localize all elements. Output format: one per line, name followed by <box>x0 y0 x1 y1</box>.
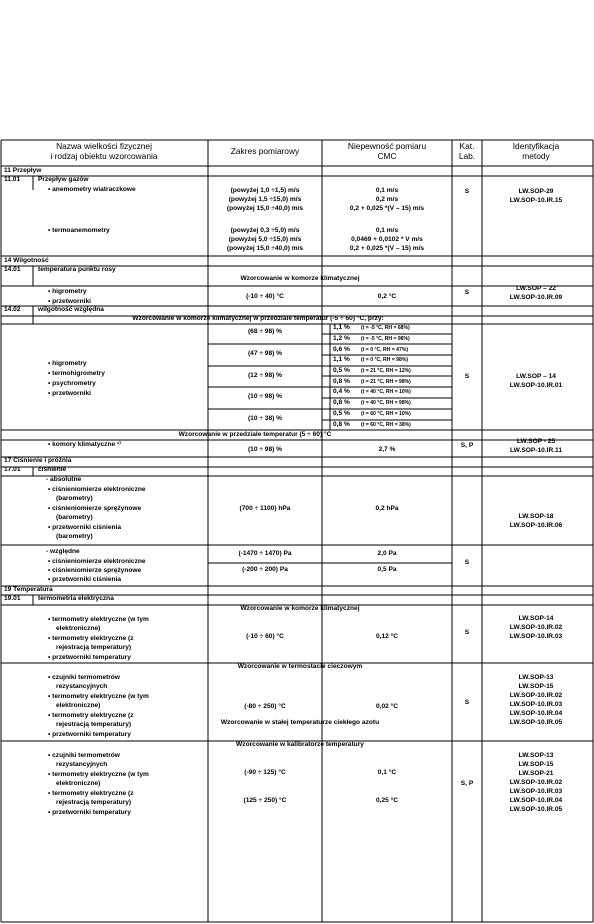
table-cell-text: LW.SOP-10.IR.02 <box>509 779 563 786</box>
table-cell-text: 19 Temperatura <box>4 586 53 593</box>
table-cell-text: LW.SOP-13 <box>518 674 554 681</box>
table-cell-text: (68 ÷ 98) % <box>247 328 283 335</box>
table-cell-text: (barometry) <box>56 495 93 502</box>
table-cell-text: rezystancyjnych <box>56 683 108 690</box>
table-cell-text: LW.SOP-15 <box>518 683 554 690</box>
table-cell-text: 19.01 <box>4 595 21 602</box>
table-cell-text: 0,12 °C <box>375 633 399 640</box>
table-cell-text: LW.SOP-18 <box>518 513 554 520</box>
table-cell-text: LW.SOP-10.IR.15 <box>509 197 563 204</box>
table-cell-text: (-1470 ÷ 1470) Pa <box>238 550 292 557</box>
header-col-range: Zakres pomiarowy <box>230 146 300 156</box>
table-cell-text: • higrometry <box>48 360 87 367</box>
table-cell-text: • przetworniki temperatury <box>48 731 131 738</box>
table-cell-text: • ciśnieniomierze sprężynowe <box>48 505 142 512</box>
table-cell-text: 0,8 % <box>333 399 350 406</box>
table-cell-text: 1,2 % <box>333 335 350 342</box>
table-cell-text: (t = 40 °C, RH = 98%) <box>361 400 411 406</box>
table-cell-text: ciśnienie <box>38 466 67 473</box>
table-cell-text: 0,5 Pa <box>377 566 397 573</box>
table-cell-text: (t = -5 °C, RH = 98%) <box>361 336 410 342</box>
table-cell-text: (powyżej 15,0 ÷40,0) m/s <box>226 245 304 252</box>
table-cell-text: (t = 0 °C, RH = 98%) <box>361 357 409 363</box>
table-cell-text: LW.SOP-10.IR.06 <box>509 522 563 529</box>
table-cell-text: (10 ÷ 98) % <box>247 446 283 453</box>
table-cell-text: 0,1 m/s <box>375 187 399 194</box>
table-cell-text: LW.SOP-10.IR.05 <box>509 719 563 726</box>
table-cell-text: rejestracją temperatury) <box>56 721 132 728</box>
table-cells <box>4 167 563 816</box>
table-cell-text: LW.SOP-10.IR.05 <box>509 806 563 813</box>
table-cell-text: rejestracją temperatury) <box>56 644 132 651</box>
table-cell-text: • psychrometry <box>48 380 96 387</box>
table-cell-text: 2,7 % <box>378 446 396 453</box>
table-cell-text: 0,5 % <box>333 367 350 374</box>
table-cell-text: • termoanemometry <box>48 227 110 234</box>
table-cell-text: LW.SOP – 14 <box>516 373 556 380</box>
table-cell-text: • termometry elektryczne (z <box>48 790 134 797</box>
table-cell-text: 0,6 % <box>333 346 350 353</box>
table-cell-text: 0,2 °C <box>377 293 397 300</box>
table-cell-text: 0,5 % <box>333 410 350 417</box>
table-cell-text: (powyżej 15,0 ÷40,0) m/s <box>226 205 304 212</box>
table-cell-text: 0,0469 + 0,0102 * V m/s <box>351 236 423 243</box>
table-cell-text: LW.SOP-10.IR.02 <box>509 692 563 699</box>
table-cell-text: (47 ÷ 98) % <box>247 350 283 357</box>
table-cell-text: S <box>464 629 470 636</box>
table-cell-text: (10 ÷ 38) % <box>247 415 283 422</box>
table-cell-text: LW.SOP-13 <box>518 752 554 759</box>
table-cell-text: S, P <box>460 442 474 449</box>
table-cell-text: • termometry elektryczne (w tym <box>48 616 149 623</box>
table-cell-text: termometria elektryczna <box>38 595 114 602</box>
table-cell-text: • przetworniki <box>48 298 91 305</box>
table-cell-text: 14.01 <box>4 266 21 273</box>
table-cell-text: temperatura punktu rosy <box>38 266 116 273</box>
table-cell-text: • termometry elektryczne (z <box>48 635 134 642</box>
table-cell-text: • termometry elektryczne (w tym <box>48 693 149 700</box>
table-cell-text: 0,8 % <box>333 378 350 385</box>
table-cell-text: (barometry) <box>56 533 93 540</box>
table-cell-text: Wzorcowanie w komorze klimatycznej w przedziale temperatur (-5 ÷ 60) °C, przy: <box>132 315 384 322</box>
table-cell-text: 1,1 % <box>333 356 350 363</box>
table-cell-text: • czujniki termometrów <box>48 674 120 681</box>
table-cell-text: LW.SOP-10.IR.04 <box>509 710 563 717</box>
table-cell-text: LW.SOP-10.IR.03 <box>509 701 563 708</box>
table-cell-text: LW.SOP-10.IR.01 <box>509 382 563 389</box>
table-cell-text: (powyżej 0,3 ÷5,0) m/s <box>230 227 300 234</box>
table-cell-text: LW.SOP-10.IR.09 <box>509 294 563 301</box>
table-cell-text: (10 ÷ 98) % <box>247 393 283 400</box>
table-cell-text: LW.SOP-29 <box>518 188 554 195</box>
table-cell-text: 17 Ciśnienie i próżnia <box>4 457 72 464</box>
table-cell-text: (-10 ÷ 60) °C <box>246 633 284 640</box>
table-cell-text: Wzorcowanie w kalibratorze temperatury <box>236 741 364 748</box>
table-cell-text: 0,1 °C <box>377 769 397 776</box>
table-cell-text: (t = 21 °C, RH = 12%) <box>361 368 411 374</box>
table-cell-text: 0,2 + 0,025 *(V – 15) m/s <box>349 245 425 252</box>
table-cell-text: (t = 40 °C, RH = 10%) <box>361 389 411 395</box>
table-cell-text: Wzorcowanie w przedziale temperatur (5 ÷ 60) °C <box>178 431 332 438</box>
table-cell-text: 0,8 % <box>333 421 350 428</box>
header-col-method: Identyfikacja <box>512 141 560 151</box>
table-cell-text: • czujniki termometrów <box>48 752 120 759</box>
header-col-method-2: metody <box>522 151 550 161</box>
table-cell-text: LW.SOP-10.IR.11 <box>509 447 563 454</box>
table-cell-text: S <box>464 289 470 296</box>
table-cell-text: S, P <box>460 780 474 787</box>
table-cell-text: Przepływ gazów <box>38 176 89 183</box>
table-cell-text: • ciśnieniomierze sprężynowe <box>48 567 142 574</box>
table-cell-text: 14 Wilgotność <box>4 257 49 264</box>
table-cell-text: • ciśnieniomierze elektroniczne <box>48 558 146 565</box>
table-cell-text: S <box>464 699 470 706</box>
table-cell-text: 0,2 + 0,025 *(V – 15) m/s <box>349 205 425 212</box>
header-col-name: Nazwa wielkości fizycznej <box>56 141 152 151</box>
table-cell-text: 2,0 Pa <box>377 550 397 557</box>
table-cell-text: • higrometry <box>48 288 87 295</box>
table-cell-text: Wzorcowanie w stałej temperaturze ciekłego azotu <box>220 719 380 726</box>
table-cell-text: 0,1 m/s <box>375 227 399 234</box>
table-cell-text: LW.SOP-14 <box>518 615 554 622</box>
table-cell-text: (-10 ÷ 40) °C <box>246 293 284 300</box>
table-cell-text: • przetworniki temperatury <box>48 654 131 661</box>
table-cell-text: rezystancyjnych <box>56 761 108 768</box>
table-cell-text: (t = 60 °C, RH = 38%) <box>361 422 411 428</box>
table-cell-text: (powyżej 1,5 ÷15,0) m/s <box>228 196 302 203</box>
table-cell-text: - absolutne <box>46 476 82 483</box>
table-cell-text: (-80 ÷ 250) °C <box>244 703 286 710</box>
table-cell-text: 0,25 °C <box>375 797 399 804</box>
table-cell-text: S <box>464 188 470 195</box>
table-cell-text: LW.SOP-10.IR.02 <box>509 624 563 631</box>
table-cell-text: elektroniczne) <box>56 780 101 787</box>
table-cell-text: (t = -5 °C, RH = 68%) <box>361 325 410 331</box>
table-cell-text: LW.SOP - 25 <box>516 438 556 445</box>
table-cell-text: • anemometry wiatraczkowe <box>48 186 136 193</box>
table-cell-text: • przetworniki ciśnienia <box>48 524 122 531</box>
table-cell-text: LW.SOP – 22 <box>516 285 556 292</box>
header-col-lab: Kat. <box>459 141 475 151</box>
table-cell-text: S <box>464 559 470 566</box>
header-col-uncertainty-2: CMC <box>377 151 397 161</box>
table-cell-text: wilgotność względna <box>38 306 104 313</box>
table-cell-text: • termometry elektryczne (z <box>48 712 134 719</box>
table-cell-text: 0,2 hPa <box>375 505 399 512</box>
table-cell-text: LW.SOP-10.IR.03 <box>509 633 563 640</box>
table-cell-text: Wzorcowanie w termostacie cieczowym <box>237 663 363 670</box>
table-cell-text: 11.01 <box>4 176 21 183</box>
table-cell-text: (powyżej 1,0 ÷1,5) m/s <box>230 187 300 194</box>
table-cell-text: (powyżej 5,0 ÷15,0) m/s <box>228 236 302 243</box>
header-col-name-2: i rodzaj obiektu wzorcowania <box>50 151 158 161</box>
table-cell-text: • przetworniki temperatury <box>48 809 131 816</box>
table-cell-text: elektroniczne) <box>56 625 101 632</box>
table-cell-text: 17.01 <box>4 466 21 473</box>
table-cell-text: 0,02 °C <box>375 703 399 710</box>
table-cell-text: • przetworniki ciśnienia <box>48 576 122 583</box>
header-col-lab-2: Lab. <box>458 151 476 161</box>
table-cell-text: • przetworniki <box>48 390 91 397</box>
table-cell-text: (12 ÷ 98) % <box>247 372 283 379</box>
table-cell-text: (t = 21 °C, RH = 98%) <box>361 379 411 385</box>
header-col-uncertainty: Niepewność pomiaru <box>347 141 427 151</box>
table-cell-text: • termohigrometry <box>48 370 105 377</box>
table-cell-text: LW.SOP-10.IR.04 <box>509 797 563 804</box>
table-cell-text: • komory klimatyczne ¹⁾ <box>48 441 121 448</box>
table-cell-text: 14.02 <box>4 306 21 313</box>
table-cell-text: elektroniczne) <box>56 702 101 709</box>
table-cell-text: LW.SOP-10.IR.03 <box>509 788 563 795</box>
table-cell-text: 11 Przepływ <box>4 167 42 174</box>
table-cell-text: - względne <box>46 548 80 555</box>
table-cell-text: (-90 ÷ 125) °C <box>244 769 286 776</box>
table-cell-text: LW.SOP-21 <box>518 770 554 777</box>
table-cell-text: (barometry) <box>56 514 93 521</box>
table-cell-text: LW.SOP-15 <box>518 761 554 768</box>
table-cell-text: (t = 60 °C, RH = 10%) <box>361 411 411 417</box>
table-cell-text: 0,2 m/s <box>375 196 399 203</box>
table-cell-text: • termometry elektryczne (w tym <box>48 771 149 778</box>
table-cell-text: Wzorcowanie w komorze klimatycznej <box>240 275 360 282</box>
table-cell-text: rejestracją temperatury) <box>56 799 132 806</box>
table-header <box>50 141 559 161</box>
table-cell-text: 1,1 % <box>333 324 350 331</box>
table-cell-text: (t = 0 °C, RH = 47%) <box>361 347 409 353</box>
table-cell-text: (125 ÷ 250) °C <box>243 797 287 804</box>
table-cell-text: (-200 ÷ 200) Pa <box>242 566 288 573</box>
table-cell-text: Wzorcowanie w komorze klimatycznej <box>240 605 360 612</box>
table-cell-text: 0,4 % <box>333 388 350 395</box>
table-cell-text: • ciśnieniomierze elektroniczne <box>48 486 146 493</box>
table-cell-text: S <box>464 373 470 380</box>
table-cell-text: (700 ÷ 1100) hPa <box>239 505 291 512</box>
